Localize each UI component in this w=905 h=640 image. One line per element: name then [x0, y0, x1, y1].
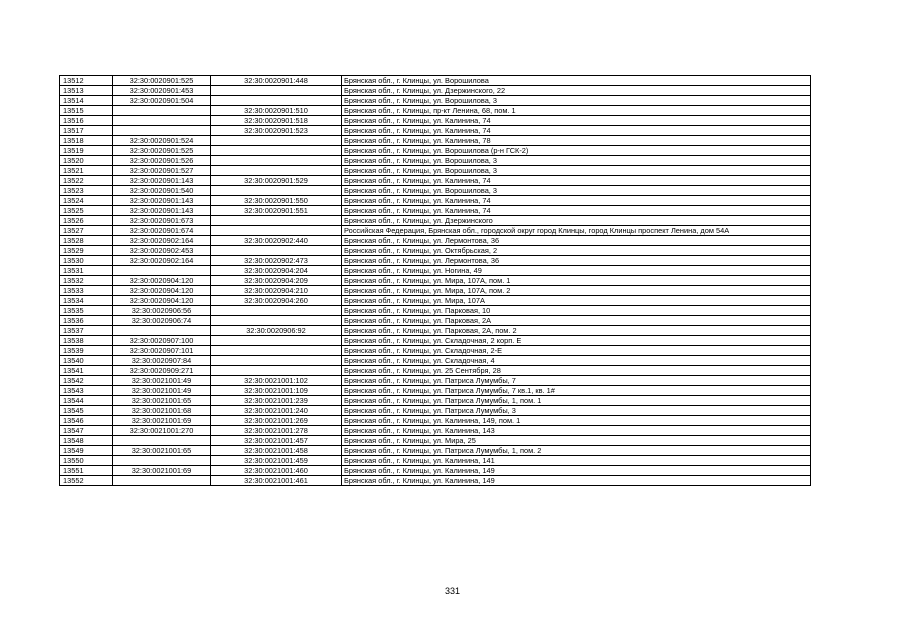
parcel-number-cell: 32:30:0020901:453: [113, 86, 211, 96]
row-number-cell: 13534: [60, 296, 113, 306]
parcel-number-cell: 32:30:0020901:527: [113, 166, 211, 176]
address-cell: Брянская обл., г. Клинцы, ул. Лермонтова, 36: [342, 236, 811, 246]
parcel-number-cell: 32:30:0020906:74: [113, 316, 211, 326]
object-number-cell: 32:30:0020901:510: [211, 106, 342, 116]
table-row: [60, 96, 811, 106]
parcel-number-cell: 32:30:0020904:120: [113, 276, 211, 286]
row-number-cell: 13533: [60, 286, 113, 296]
parcel-number-cell: 32:30:0020901:674: [113, 226, 211, 236]
object-number-cell: 32:30:0020904:209: [211, 276, 342, 286]
address-cell: Брянская обл., г. Клинцы, ул. Патриса Лумумбы, 7: [342, 376, 811, 386]
parcel-number-cell: 32:30:0020906:56: [113, 306, 211, 316]
address-cell: Брянская обл., г. Клинцы, ул. Складочная, 2-Е: [342, 346, 811, 356]
address-cell: Брянская обл., г. Клинцы, ул. Парковая, 10: [342, 306, 811, 316]
parcel-number-cell: 32:30:0021001:69: [113, 466, 211, 476]
parcel-number-cell: 32:30:0020902:164: [113, 236, 211, 246]
row-number-cell: 13521: [60, 166, 113, 176]
row-number-cell: 13532: [60, 276, 113, 286]
object-number-cell: [211, 146, 342, 156]
parcel-number-cell: [113, 436, 211, 446]
parcel-number-cell: 32:30:0020901:540: [113, 186, 211, 196]
table-row: [60, 366, 811, 376]
row-number-cell: 13545: [60, 406, 113, 416]
cadastral-table: [59, 75, 811, 486]
row-number-cell: 13519: [60, 146, 113, 156]
row-number-cell: 13528: [60, 236, 113, 246]
row-number-cell: 13542: [60, 376, 113, 386]
cadastral-table-body: [60, 76, 811, 486]
address-cell: Брянская обл., г. Клинцы, ул. Дзержинского: [342, 216, 811, 226]
row-number-cell: 13550: [60, 456, 113, 466]
row-number-cell: 13537: [60, 326, 113, 336]
parcel-number-cell: [113, 476, 211, 486]
parcel-number-cell: [113, 106, 211, 116]
address-cell: Брянская обл., г. Клинцы, ул. Складочная, 2 корп. Е: [342, 336, 811, 346]
object-number-cell: 32:30:0020902:473: [211, 256, 342, 266]
address-cell: Брянская обл., г. Клинцы, ул. Складочная, 4: [342, 356, 811, 366]
object-number-cell: [211, 306, 342, 316]
object-number-cell: 32:30:0020904:204: [211, 266, 342, 276]
row-number-cell: 13552: [60, 476, 113, 486]
table-row: [60, 166, 811, 176]
address-cell: Брянская обл., г. Клинцы, ул. Ногина, 49: [342, 266, 811, 276]
parcel-number-cell: 32:30:0021001:69: [113, 416, 211, 426]
row-number-cell: 13538: [60, 336, 113, 346]
parcel-number-cell: [113, 456, 211, 466]
row-number-cell: 13527: [60, 226, 113, 236]
parcel-number-cell: 32:30:0021001:49: [113, 386, 211, 396]
table-row: [60, 196, 811, 206]
address-cell: Брянская обл., г. Клинцы, ул. Патриса Лумумбы, 1, пом. 1: [342, 396, 811, 406]
parcel-number-cell: 32:30:0020909:271: [113, 366, 211, 376]
parcel-number-cell: 32:30:0020901:525: [113, 146, 211, 156]
table-row: [60, 106, 811, 116]
address-cell: Брянская обл., г. Клинцы, ул. Октябрьская, 2: [342, 246, 811, 256]
address-cell: Брянская обл., г. Клинцы, ул. Калинина, 149, пом. 1: [342, 416, 811, 426]
parcel-number-cell: 32:30:0021001:49: [113, 376, 211, 386]
address-cell: Брянская обл., г. Клинцы, ул. Ворошилова, 3: [342, 96, 811, 106]
object-number-cell: 32:30:0021001:278: [211, 426, 342, 436]
table-row: [60, 456, 811, 466]
parcel-number-cell: 32:30:0020901:673: [113, 216, 211, 226]
object-number-cell: 32:30:0021001:458: [211, 446, 342, 456]
row-number-cell: 13551: [60, 466, 113, 476]
address-cell: Брянская обл., г. Клинцы, ул. Калинина, 149: [342, 476, 811, 486]
object-number-cell: 32:30:0021001:239: [211, 396, 342, 406]
parcel-number-cell: [113, 326, 211, 336]
table-row: [60, 306, 811, 316]
row-number-cell: 13518: [60, 136, 113, 146]
address-cell: Брянская обл., г. Клинцы, ул. Ворошилова, 3: [342, 166, 811, 176]
table-row: [60, 206, 811, 216]
address-cell: Российская Федерация, Брянская обл., городской округ город Клинцы, город Клинцы проспект Ленина, дом 54А: [342, 226, 811, 236]
row-number-cell: 13530: [60, 256, 113, 266]
row-number-cell: 13547: [60, 426, 113, 436]
object-number-cell: 32:30:0020901:518: [211, 116, 342, 126]
object-number-cell: [211, 136, 342, 146]
parcel-number-cell: 32:30:0020907:100: [113, 336, 211, 346]
address-cell: Брянская обл., г. Клинцы, ул. Ворошилова, 3: [342, 186, 811, 196]
address-cell: Брянская обл., г. Клинцы, ул. Патриса Лумумбы, 7 кв.1, кв. 1#: [342, 386, 811, 396]
object-number-cell: 32:30:0020904:260: [211, 296, 342, 306]
table-row: [60, 256, 811, 266]
parcel-number-cell: 32:30:0020901:525: [113, 76, 211, 86]
object-number-cell: 32:30:0021001:461: [211, 476, 342, 486]
row-number-cell: 13544: [60, 396, 113, 406]
object-number-cell: 32:30:0021001:269: [211, 416, 342, 426]
table-row: [60, 126, 811, 136]
address-cell: Брянская обл., г. Клинцы, пр-кт Ленина, 68, пом. 1: [342, 106, 811, 116]
object-number-cell: 32:30:0021001:102: [211, 376, 342, 386]
address-cell: Брянская обл., г. Клинцы, ул. Патриса Лумумбы, 1, пом. 2: [342, 446, 811, 456]
parcel-number-cell: 32:30:0020904:120: [113, 286, 211, 296]
parcel-number-cell: 32:30:0021001:270: [113, 426, 211, 436]
object-number-cell: [211, 366, 342, 376]
table-row: [60, 176, 811, 186]
table-row: [60, 76, 811, 86]
parcel-number-cell: 32:30:0020901:143: [113, 196, 211, 206]
object-number-cell: [211, 336, 342, 346]
object-number-cell: [211, 356, 342, 366]
row-number-cell: 13514: [60, 96, 113, 106]
row-number-cell: 13525: [60, 206, 113, 216]
object-number-cell: [211, 86, 342, 96]
object-number-cell: [211, 226, 342, 236]
parcel-number-cell: [113, 266, 211, 276]
parcel-number-cell: 32:30:0020901:143: [113, 176, 211, 186]
address-cell: Брянская обл., г. Клинцы, ул. Калинина, 74: [342, 116, 811, 126]
table-row: [60, 476, 811, 486]
address-cell: Брянская обл., г. Клинцы, ул. Калинина, 149: [342, 466, 811, 476]
row-number-cell: 13543: [60, 386, 113, 396]
object-number-cell: [211, 216, 342, 226]
table-row: [60, 436, 811, 446]
row-number-cell: 13529: [60, 246, 113, 256]
table-row: [60, 136, 811, 146]
parcel-number-cell: 32:30:0020902:453: [113, 246, 211, 256]
table-row: [60, 416, 811, 426]
address-cell: Брянская обл., г. Клинцы, ул. Мира, 107А, пом. 2: [342, 286, 811, 296]
table-row: [60, 396, 811, 406]
row-number-cell: 13531: [60, 266, 113, 276]
table-row: [60, 356, 811, 366]
parcel-number-cell: 32:30:0020907:101: [113, 346, 211, 356]
table-row: [60, 246, 811, 256]
parcel-number-cell: [113, 116, 211, 126]
row-number-cell: 13546: [60, 416, 113, 426]
table-row: [60, 426, 811, 436]
address-cell: Брянская обл., г. Клинцы, ул. Ворошилова, 3: [342, 156, 811, 166]
object-number-cell: 32:30:0021001:457: [211, 436, 342, 446]
table-row: [60, 296, 811, 306]
object-number-cell: 32:30:0021001:460: [211, 466, 342, 476]
object-number-cell: 32:30:0020901:550: [211, 196, 342, 206]
object-number-cell: [211, 186, 342, 196]
table-row: [60, 276, 811, 286]
page-number: 331: [444, 586, 461, 596]
row-number-cell: 13526: [60, 216, 113, 226]
object-number-cell: [211, 316, 342, 326]
address-cell: Брянская обл., г. Клинцы, ул. Парковая, 2А: [342, 316, 811, 326]
table-row: [60, 466, 811, 476]
row-number-cell: 13522: [60, 176, 113, 186]
parcel-number-cell: 32:30:0021001:65: [113, 446, 211, 456]
parcel-number-cell: 32:30:0020907:84: [113, 356, 211, 366]
row-number-cell: 13516: [60, 116, 113, 126]
object-number-cell: [211, 156, 342, 166]
row-number-cell: 13539: [60, 346, 113, 356]
object-number-cell: 32:30:0020901:523: [211, 126, 342, 136]
address-cell: Брянская обл., г. Клинцы, ул. Калинина, 74: [342, 176, 811, 186]
table-row: [60, 346, 811, 356]
table-row: [60, 146, 811, 156]
address-cell: Брянская обл., г. Клинцы, ул. Мира, 25: [342, 436, 811, 446]
object-number-cell: 32:30:0020906:92: [211, 326, 342, 336]
row-number-cell: 13523: [60, 186, 113, 196]
parcel-number-cell: [113, 126, 211, 136]
table-row: [60, 376, 811, 386]
address-cell: Брянская обл., г. Клинцы, ул. Лермонтова, 36: [342, 256, 811, 266]
parcel-number-cell: 32:30:0020901:504: [113, 96, 211, 106]
object-number-cell: [211, 346, 342, 356]
row-number-cell: 13541: [60, 366, 113, 376]
object-number-cell: [211, 96, 342, 106]
parcel-number-cell: 32:30:0021001:68: [113, 406, 211, 416]
row-number-cell: 13513: [60, 86, 113, 96]
address-cell: Брянская обл., г. Клинцы, ул. Дзержинского, 22: [342, 86, 811, 96]
table-row: [60, 336, 811, 346]
address-cell: Брянская обл., г. Клинцы, ул. Калинина, 141: [342, 456, 811, 466]
table-row: [60, 186, 811, 196]
table-row: [60, 86, 811, 96]
table-row: [60, 286, 811, 296]
table-row: [60, 326, 811, 336]
object-number-cell: 32:30:0020902:440: [211, 236, 342, 246]
table-row: [60, 386, 811, 396]
table-row: [60, 226, 811, 236]
row-number-cell: 13548: [60, 436, 113, 446]
row-number-cell: 13524: [60, 196, 113, 206]
address-cell: Брянская обл., г. Клинцы, ул. Калинина, 74: [342, 206, 811, 216]
table-row: [60, 406, 811, 416]
parcel-number-cell: 32:30:0020901:524: [113, 136, 211, 146]
object-number-cell: 32:30:0020901:448: [211, 76, 342, 86]
table-row: [60, 116, 811, 126]
row-number-cell: 13517: [60, 126, 113, 136]
parcel-number-cell: 32:30:0020904:120: [113, 296, 211, 306]
row-number-cell: 13549: [60, 446, 113, 456]
parcel-number-cell: 32:30:0021001:65: [113, 396, 211, 406]
object-number-cell: [211, 246, 342, 256]
parcel-number-cell: 32:30:0020901:526: [113, 156, 211, 166]
parcel-number-cell: 32:30:0020901:143: [113, 206, 211, 216]
object-number-cell: 32:30:0020904:210: [211, 286, 342, 296]
table-row: [60, 316, 811, 326]
row-number-cell: 13512: [60, 76, 113, 86]
row-number-cell: 13515: [60, 106, 113, 116]
address-cell: Брянская обл., г. Клинцы, ул. Калинина, 74: [342, 196, 811, 206]
object-number-cell: 32:30:0020901:551: [211, 206, 342, 216]
table-row: [60, 446, 811, 456]
row-number-cell: 13536: [60, 316, 113, 326]
table-row: [60, 236, 811, 246]
address-cell: Брянская обл., г. Клинцы, ул. Ворошилова (р-н ГСК-2): [342, 146, 811, 156]
table-row: [60, 266, 811, 276]
parcel-number-cell: 32:30:0020902:164: [113, 256, 211, 266]
object-number-cell: 32:30:0021001:459: [211, 456, 342, 466]
address-cell: Брянская обл., г. Клинцы, ул. Калинина, 143: [342, 426, 811, 436]
address-cell: Брянская обл., г. Клинцы, ул. 25 Сентября, 28: [342, 366, 811, 376]
object-number-cell: 32:30:0021001:240: [211, 406, 342, 416]
table-row: [60, 216, 811, 226]
row-number-cell: 13535: [60, 306, 113, 316]
address-cell: Брянская обл., г. Клинцы, ул. Патриса Лумумбы, 3: [342, 406, 811, 416]
object-number-cell: 32:30:0021001:109: [211, 386, 342, 396]
address-cell: Брянская обл., г. Клинцы, ул. Ворошилова: [342, 76, 811, 86]
table-row: [60, 156, 811, 166]
address-cell: Брянская обл., г. Клинцы, ул. Калинина, 74: [342, 126, 811, 136]
address-cell: Брянская обл., г. Клинцы, ул. Мира, 107А: [342, 296, 811, 306]
row-number-cell: 13520: [60, 156, 113, 166]
address-cell: Брянская обл., г. Клинцы, ул. Мира, 107А, пом. 1: [342, 276, 811, 286]
row-number-cell: 13540: [60, 356, 113, 366]
address-cell: Брянская обл., г. Клинцы, ул. Парковая, 2А, пом. 2: [342, 326, 811, 336]
object-number-cell: [211, 166, 342, 176]
object-number-cell: 32:30:0020901:529: [211, 176, 342, 186]
address-cell: Брянская обл., г. Клинцы, ул. Калинина, 78: [342, 136, 811, 146]
